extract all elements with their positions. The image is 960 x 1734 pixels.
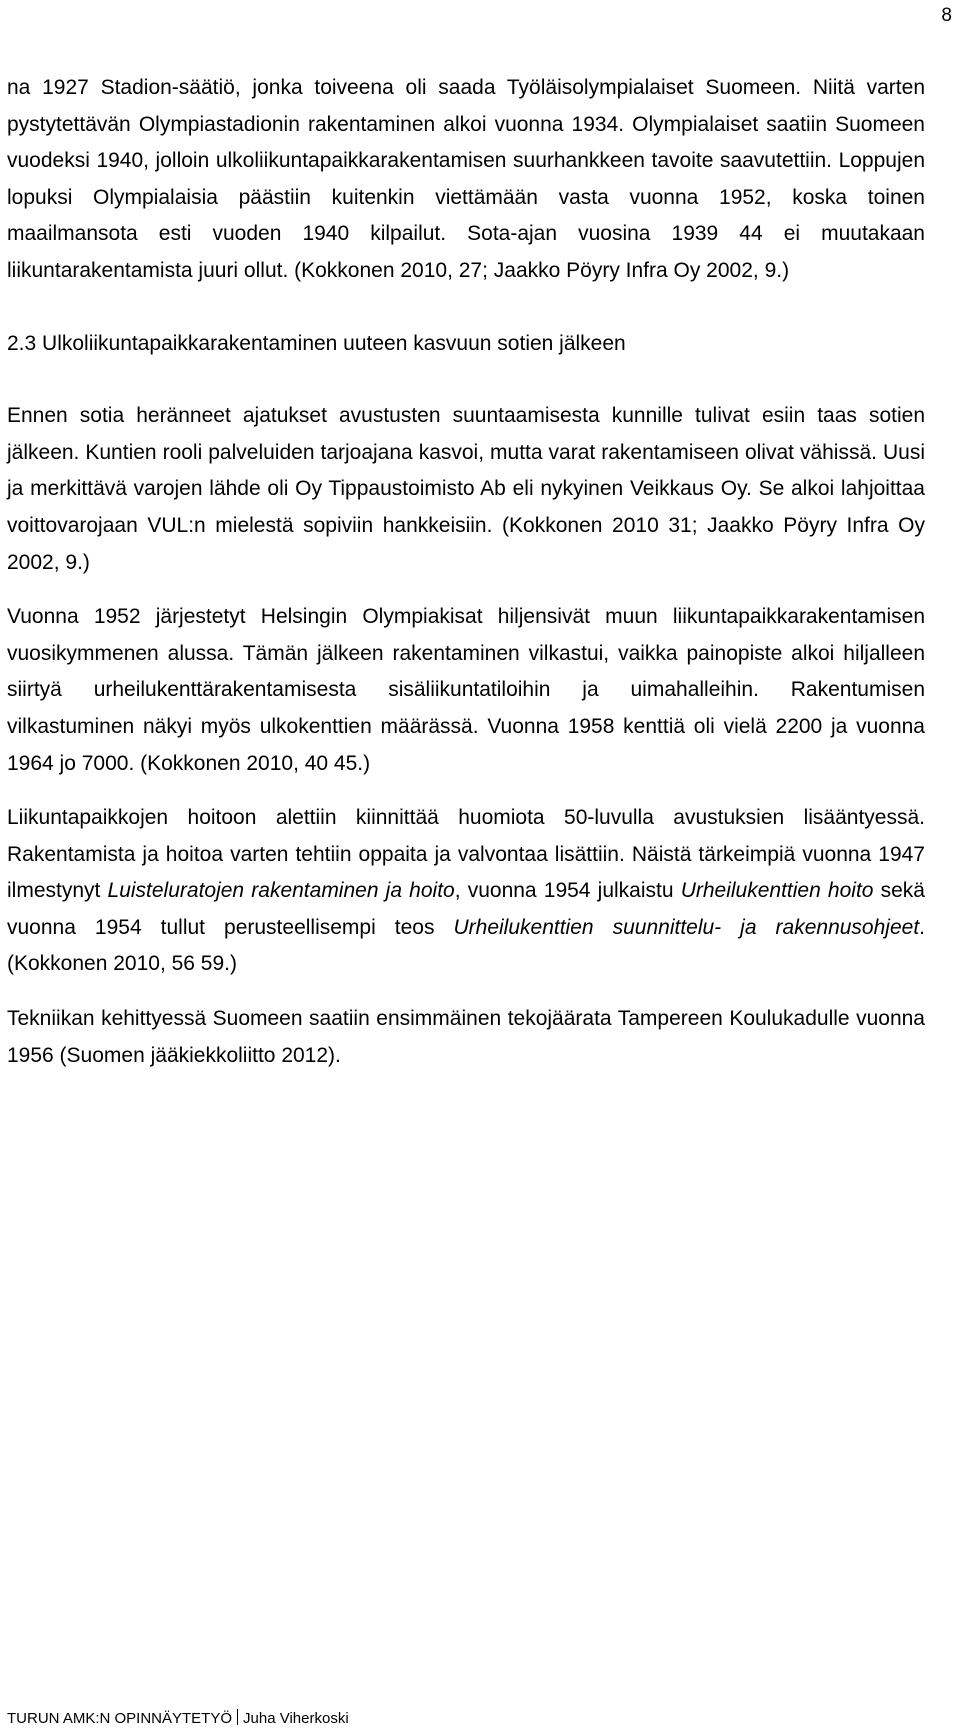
footer-institution: TURUN AMK:N OPINNÄYTETYÖ: [7, 1710, 233, 1727]
paragraph-artificial-ice: Tekniikan kehittyessä Suomeen saatiin ensimmäinen tekojäärata Tampereen Koulukadulle vuonna 1956 (Suomen jääkiekkoliitto 2012).: [7, 1007, 925, 1067]
section-heading: 2.3 Ulkoliikuntapaikkarakentaminen uuteen kasvuun sotien jälkeen: [7, 331, 626, 355]
text-segment: . (Kokkonen 2010, 56 59.): [7, 915, 925, 976]
book-title-luisteluradat: Luisteluratojen rakentaminen ja hoito: [107, 879, 455, 903]
book-title-rakennusohjeet: Urheilukenttien suunnittelu- ja rakennusohjeet: [453, 915, 920, 939]
text-segment: Liikuntapaikkojen hoitoon alettiin kiinnittää huomiota 50-luvulla avustuksien lisääntyessä. Rakentamista ja hoitoa varten tehtiin oppaita ja valvontaa lisättiin. Näistä tärkeimpiä vuonna 1947 ilmestynyt: [7, 806, 925, 903]
paragraph-maintenance-guides: [7, 800, 925, 983]
page-body: [7, 0, 925, 1074]
page-footer: [7, 1709, 349, 1729]
footer-author: Juha Viherkoski: [243, 1710, 349, 1727]
text-segment: , vuonna 1954 julkaistu: [454, 879, 681, 903]
footer-separator: [237, 1709, 238, 1725]
page-number: 8: [941, 5, 952, 26]
book-title-urheilukenttien-hoito: Urheilukenttien hoito: [680, 879, 874, 903]
paragraph-postwar-funding: Ennen sotia heränneet ajatukset avustusten suuntaamisesta kunnille tulivat esiin taas sotien jälkeen. Kuntien rooli palveluiden tarjoajana kasvoi, mutta varat rakentamiseen olivat vähissä. Uusi ja merkittävä varojen lähde oli Oy Tippaustoimisto Ab eli nykyinen Veikkaus Oy. Se alkoi lahjoittaa voittovarojaan VUL:n mielestä sopiviin hankkeisiin. (Kokkonen 2010 31; Jaakko Pöyry Infra Oy 2002, 9.): [7, 404, 925, 574]
text-segment: sekä vuonna 1954 tullut perusteellisempi teos: [7, 879, 925, 939]
paragraph-stadium-history: na 1927 Stadion-säätiö, jonka toiveena oli saada Työläisolympialaiset Suomeen. Niitä varten pystytettävän Olympiastadionin rakentaminen alkoi vuonna 1934. Olympialaiset saatiin Suomeen vuodeksi 1940, jolloin ulkoliikuntapaikkarakentamisen suurhankkeen tavoite saavutettiin. Loppujen lopuksi Olympialaisia päästiin kuitenkin viettämään vasta vuonna 1952, koska toinen maailmansota esti vuoden 1940 kilpailut. Sota-ajan vuosina 1939 44 ei muutakaan liikuntarakentamista juuri ollut. (Kokkonen 2010, 27; Jaakko Pöyry Infra Oy 2002, 9.): [7, 76, 925, 282]
paragraph-olympics-1952: Vuonna 1952 järjestetyt Helsingin Olympiakisat hiljensivät muun liikuntapaikkarakentamisen vuosikymmenen alussa. Tämän jälkeen rakentaminen vilkastui, vaikka painopiste alkoi hiljalleen siirtyä urheilukenttärakentamisesta sisäliikuntatiloihin ja uimahalleihin. Rakentumisen vilkastuminen näkyi myös ulkokenttien määrässä. Vuonna 1958 kenttiä oli vielä 2200 ja vuonna 1964 jo 7000. (Kokkonen 2010, 40 45.): [7, 605, 925, 775]
